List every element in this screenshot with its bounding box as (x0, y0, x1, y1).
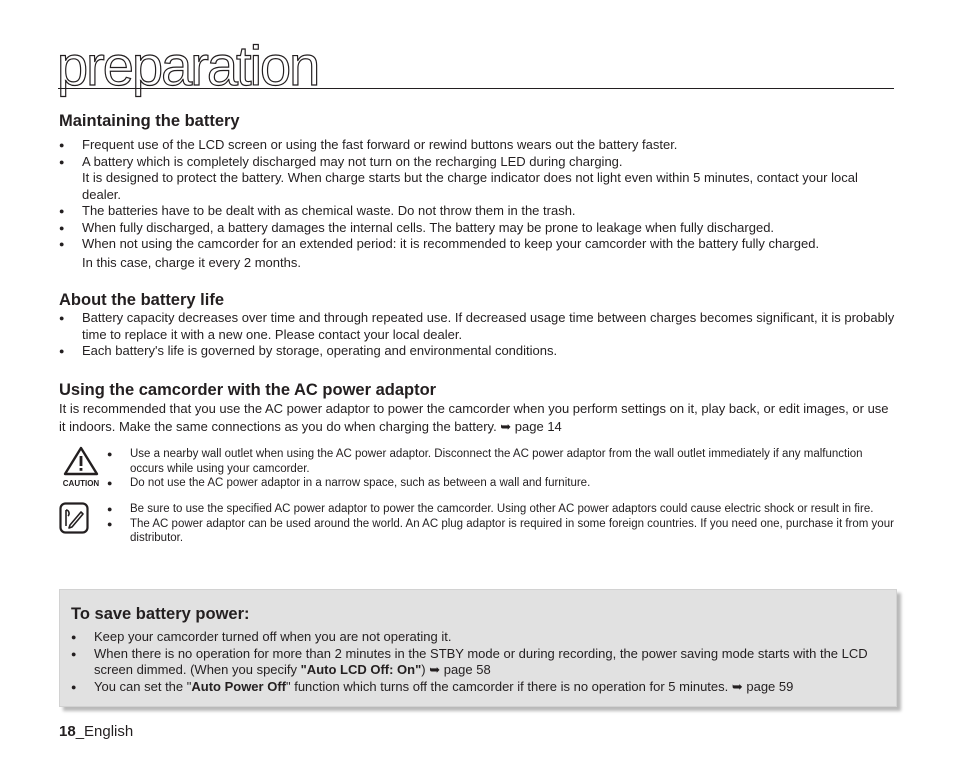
list-item-text: When not using the camcorder for an extended period: it is recommended to keep your camcorder with the battery fully charged. (82, 236, 820, 251)
list-item (71, 679, 886, 696)
page-language: _English (75, 723, 134, 740)
maintaining-section (59, 111, 895, 271)
life-list (59, 310, 895, 360)
save-power-list (71, 629, 886, 695)
caution-label: CAUTION (62, 479, 100, 488)
list-item: ● Battery capacity decreases over time and through repeated use. If decreased usage time between charges becomes significant, it is probably time to replace it with a new one. Please contact your local dealer. (59, 310, 895, 343)
caution-block (59, 446, 895, 491)
list-item-subtext: It is designed to protect the battery. When charge starts but the charge indicator does not light even within 5 minutes, contact your local dealer. (82, 170, 858, 202)
page-footer (59, 723, 133, 740)
note-row (59, 502, 895, 546)
list-item-text: " function which turns off the camcorder if there is no operation for 5 minutes. ➥ page 59 (285, 678, 794, 694)
save-power-content (71, 604, 886, 695)
save-power-box (59, 589, 897, 707)
caution-triangle-icon (59, 446, 103, 488)
list-item-bold: "Auto LCD Off: On" (300, 662, 422, 677)
list-item-bold: Auto Power Off (191, 678, 286, 694)
note-list (107, 502, 895, 546)
maintaining-heading: Maintaining the battery (59, 112, 240, 130)
maintaining-list (59, 137, 895, 271)
list-item-text: You can set the " (94, 678, 192, 694)
adaptor-intro: It is recommended that you use the AC power adaptor to power the camcorder when you perform settings on it, play back, or edit images, or use it indoors. Make the same connections as you do when charging the battery. ➥ page 14 (59, 401, 889, 434)
list-item: ● Use a nearby wall outlet when using the AC power adaptor. Disconnect the AC power adaptor from the wall outlet immediately if any malfunction occurs while using your camcorder. (107, 447, 895, 476)
list-item: ● Be sure to use the specified AC power adaptor to power the camcorder. Using other AC power adaptors could cause electric shock or result in fire. (107, 502, 895, 517)
caution-list (107, 446, 895, 491)
list-item: ● The batteries have to be dealt with as chemical waste. Do not throw them in the trash. (59, 203, 895, 220)
list-item-text: When there is no operation for more than 2 minutes in the STBY mode or during recording, the power saving mode starts with the LCD screen dimmed. (When you specify (94, 645, 868, 677)
page-title: preparation (57, 34, 319, 97)
note-pencil-icon (59, 502, 89, 539)
list-item-subtext: In this case, charge it every 2 months. (82, 254, 301, 270)
caution-row (59, 446, 895, 491)
list-item (71, 646, 886, 679)
adaptor-section (59, 380, 895, 436)
page-number: 18 (59, 723, 76, 740)
note-block (59, 502, 895, 546)
list-item: ● The AC power adaptor can be used around the world. An AC plug adaptor is required in some foreign countries. If you need one, purchase it from your distributor. (107, 517, 895, 546)
list-item: ● When fully discharged, a battery damages the internal cells. The battery may be prone to leakage when fully discharged. (59, 220, 895, 237)
list-item: ● Keep your camcorder turned off when you are not operating it. (71, 629, 886, 646)
title-rule (58, 88, 894, 89)
list-item: ● Each battery's life is governed by storage, operating and environmental conditions. (59, 343, 895, 360)
list-item: ● Frequent use of the LCD screen or using the fast forward or rewind buttons wears out the battery faster. (59, 137, 895, 154)
save-power-heading: To save battery power: (71, 605, 250, 623)
list-item-text: A battery which is completely discharged may not turn on the recharging LED during charging. (82, 153, 623, 169)
adaptor-heading: Using the camcorder with the AC power adaptor (59, 381, 437, 399)
list-item: ● Do not use the AC power adaptor in a narrow space, such as between a wall and furniture. (107, 476, 895, 491)
list-item (59, 154, 895, 204)
list-item-text: ) ➥ page 58 (421, 662, 491, 677)
life-heading: About the battery life (59, 291, 225, 309)
life-section (59, 290, 895, 360)
list-item (59, 236, 895, 271)
